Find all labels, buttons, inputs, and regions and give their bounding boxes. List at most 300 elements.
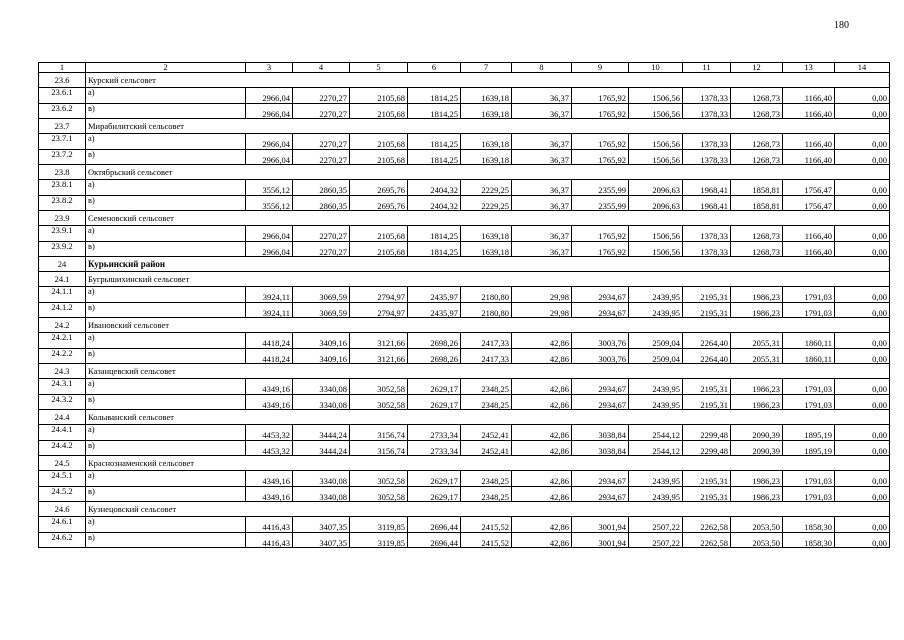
value-cell: 1506,56 [629, 226, 683, 242]
value-cell: 2439,95 [629, 471, 683, 487]
value-cell: 3119,85 [350, 517, 408, 533]
column-number-cell: 1 [39, 63, 86, 73]
row-label: в) [86, 440, 246, 456]
value-cell: 2696,44 [408, 517, 461, 533]
row-label: а) [86, 425, 246, 441]
table-row [39, 241, 890, 257]
value-cell: 1166,40 [783, 88, 835, 104]
value-cell: 3003,76 [572, 333, 629, 349]
value-cell: 3444,24 [293, 440, 350, 456]
value-cell: 2270,27 [293, 241, 350, 257]
row-code: 23.8.1 [39, 180, 86, 196]
group-row [39, 211, 890, 226]
value-cell: 1986,23 [731, 394, 783, 410]
value-cell: 1378,33 [683, 88, 731, 104]
value-cell: 0,00 [835, 486, 890, 502]
row-code: 23.8.2 [39, 195, 86, 211]
value-cell: 2105,68 [350, 103, 408, 119]
value-cell: 2229,25 [461, 180, 512, 196]
value-cell: 2195,31 [683, 302, 731, 318]
value-cell: 1986,23 [731, 287, 783, 303]
value-cell: 42,86 [512, 532, 572, 548]
value-cell: 2733,34 [408, 440, 461, 456]
value-cell: 3407,35 [293, 532, 350, 548]
value-cell: 4416,43 [246, 517, 293, 533]
value-cell: 1814,25 [408, 226, 461, 242]
value-cell: 2105,68 [350, 149, 408, 165]
value-cell: 2096,63 [629, 195, 683, 211]
value-cell: 1814,25 [408, 134, 461, 150]
value-cell: 1268,73 [731, 134, 783, 150]
row-code: 23.7.2 [39, 149, 86, 165]
value-cell: 3003,76 [572, 348, 629, 364]
value-cell: 1639,18 [461, 149, 512, 165]
value-cell: 2439,95 [629, 287, 683, 303]
table-row [39, 103, 890, 119]
value-cell: 1968,41 [683, 195, 731, 211]
value-cell: 42,86 [512, 394, 572, 410]
row-label: а) [86, 287, 246, 303]
table-row [39, 532, 890, 548]
value-cell: 3156,74 [350, 440, 408, 456]
row-label: а) [86, 379, 246, 395]
row-code: 24.4.2 [39, 440, 86, 456]
column-number-cell: 2 [86, 63, 246, 73]
value-cell: 2439,95 [629, 379, 683, 395]
value-cell: 1506,56 [629, 134, 683, 150]
value-cell: 1791,03 [783, 302, 835, 318]
value-cell: 1378,33 [683, 226, 731, 242]
group-code: 23.8 [39, 165, 86, 180]
value-cell: 1895,19 [783, 425, 835, 441]
value-cell: 4349,16 [246, 394, 293, 410]
value-cell: 0,00 [835, 149, 890, 165]
value-cell: 2733,34 [408, 425, 461, 441]
value-cell: 2544,12 [629, 440, 683, 456]
value-cell: 0,00 [835, 241, 890, 257]
value-cell: 1791,03 [783, 471, 835, 487]
value-cell: 0,00 [835, 394, 890, 410]
value-cell: 1986,23 [731, 486, 783, 502]
column-number-cell: 6 [408, 63, 461, 73]
group-code: 23.9 [39, 211, 86, 226]
column-number-cell: 14 [835, 63, 890, 73]
group-code: 24.6 [39, 502, 86, 517]
value-cell: 2299,48 [683, 425, 731, 441]
value-cell: 1858,30 [783, 532, 835, 548]
value-cell: 0,00 [835, 180, 890, 196]
value-cell: 42,86 [512, 333, 572, 349]
row-code: 23.9.1 [39, 226, 86, 242]
value-cell: 2096,63 [629, 180, 683, 196]
value-cell: 3052,58 [350, 471, 408, 487]
value-cell: 1765,92 [572, 241, 629, 257]
value-cell: 2698,26 [408, 348, 461, 364]
value-cell: 1378,33 [683, 149, 731, 165]
value-cell: 0,00 [835, 103, 890, 119]
page-number: 180 [834, 20, 849, 31]
value-cell: 4349,16 [246, 486, 293, 502]
value-cell: 4453,32 [246, 440, 293, 456]
row-label: в) [86, 302, 246, 318]
row-code: 24.2.2 [39, 348, 86, 364]
value-cell: 2299,48 [683, 440, 731, 456]
value-cell: 2794,97 [350, 302, 408, 318]
value-cell: 4418,24 [246, 333, 293, 349]
value-cell: 1814,25 [408, 103, 461, 119]
value-cell: 2507,22 [629, 532, 683, 548]
row-label: а) [86, 180, 246, 196]
value-cell: 2966,04 [246, 134, 293, 150]
value-cell: 0,00 [835, 440, 890, 456]
group-code: 24.4 [39, 410, 86, 425]
value-cell: 1814,25 [408, 149, 461, 165]
value-cell: 4349,16 [246, 471, 293, 487]
value-cell: 1858,30 [783, 517, 835, 533]
column-number-cell: 7 [461, 63, 512, 73]
value-cell: 2270,27 [293, 103, 350, 119]
value-cell: 2435,97 [408, 302, 461, 318]
row-code: 24.6.1 [39, 517, 86, 533]
value-cell: 0,00 [835, 379, 890, 395]
table-row [39, 88, 890, 104]
row-code: 24.3.1 [39, 379, 86, 395]
value-cell: 2695,76 [350, 195, 408, 211]
value-cell: 42,86 [512, 425, 572, 441]
value-cell: 1166,40 [783, 149, 835, 165]
table-row [39, 333, 890, 349]
value-cell: 2439,95 [629, 486, 683, 502]
column-number-cell: 5 [350, 63, 408, 73]
value-cell: 2270,27 [293, 226, 350, 242]
group-name: Кузнецовский сельсовет [86, 502, 890, 517]
value-cell: 3038,84 [572, 425, 629, 441]
group-name: Октябрьский сельсовет [86, 165, 890, 180]
row-code: 23.6.2 [39, 103, 86, 119]
value-cell: 2348,25 [461, 471, 512, 487]
value-cell: 1506,56 [629, 241, 683, 257]
value-cell: 3556,12 [246, 195, 293, 211]
value-cell: 3069,59 [293, 302, 350, 318]
value-cell: 2629,17 [408, 471, 461, 487]
value-cell: 1814,25 [408, 88, 461, 104]
value-cell: 1639,18 [461, 88, 512, 104]
value-cell: 2966,04 [246, 226, 293, 242]
value-cell: 1378,33 [683, 134, 731, 150]
value-cell: 1986,23 [731, 379, 783, 395]
value-cell: 2053,50 [731, 517, 783, 533]
value-cell: 42,86 [512, 486, 572, 502]
value-cell: 3556,12 [246, 180, 293, 196]
value-cell: 1268,73 [731, 226, 783, 242]
row-label: в) [86, 348, 246, 364]
value-cell: 3156,74 [350, 425, 408, 441]
value-cell: 2415,52 [461, 517, 512, 533]
table-row [39, 302, 890, 318]
value-cell: 1166,40 [783, 226, 835, 242]
value-cell: 2696,44 [408, 532, 461, 548]
value-cell: 2439,95 [629, 394, 683, 410]
value-cell: 2860,35 [293, 180, 350, 196]
value-cell: 1968,41 [683, 180, 731, 196]
value-cell: 42,86 [512, 440, 572, 456]
value-cell: 29,98 [512, 287, 572, 303]
value-cell: 1765,92 [572, 149, 629, 165]
value-cell: 4453,32 [246, 425, 293, 441]
value-cell: 1765,92 [572, 226, 629, 242]
value-cell: 2544,12 [629, 425, 683, 441]
value-cell: 2794,97 [350, 287, 408, 303]
value-cell: 29,98 [512, 302, 572, 318]
row-label: а) [86, 134, 246, 150]
value-cell: 2055,31 [731, 348, 783, 364]
value-cell: 2348,25 [461, 394, 512, 410]
value-cell: 2348,25 [461, 486, 512, 502]
value-cell: 2264,40 [683, 333, 731, 349]
value-cell: 2934,67 [572, 379, 629, 395]
value-cell: 2439,95 [629, 302, 683, 318]
value-cell: 2055,31 [731, 333, 783, 349]
table-row [39, 226, 890, 242]
group-name: Бугрышихинский сельсовет [86, 272, 890, 287]
value-cell: 2417,33 [461, 333, 512, 349]
group-code: 24.3 [39, 364, 86, 379]
value-cell: 36,37 [512, 226, 572, 242]
value-cell: 2435,97 [408, 287, 461, 303]
row-code: 24.5.2 [39, 486, 86, 502]
value-cell: 2262,58 [683, 517, 731, 533]
value-cell: 4349,16 [246, 379, 293, 395]
value-cell: 1166,40 [783, 103, 835, 119]
row-label: а) [86, 471, 246, 487]
value-cell: 2195,31 [683, 486, 731, 502]
value-cell: 3121,66 [350, 348, 408, 364]
value-cell: 42,86 [512, 517, 572, 533]
value-cell: 3340,08 [293, 486, 350, 502]
table-row [39, 440, 890, 456]
value-cell: 3052,58 [350, 394, 408, 410]
value-cell: 1166,40 [783, 241, 835, 257]
value-cell: 2966,04 [246, 103, 293, 119]
value-cell: 1791,03 [783, 394, 835, 410]
value-cell: 2270,27 [293, 134, 350, 150]
region-row [39, 257, 890, 272]
group-name: Мирабилитский сельсовет [86, 119, 890, 134]
value-cell: 2452,41 [461, 425, 512, 441]
table-row [39, 379, 890, 395]
column-number-cell: 9 [572, 63, 629, 73]
value-cell: 2195,31 [683, 471, 731, 487]
value-cell: 2105,68 [350, 226, 408, 242]
row-code: 24.3.2 [39, 394, 86, 410]
table-row [39, 287, 890, 303]
value-cell: 2105,68 [350, 134, 408, 150]
group-row [39, 73, 890, 88]
value-cell: 1765,92 [572, 103, 629, 119]
table-row [39, 517, 890, 533]
value-cell: 2195,31 [683, 394, 731, 410]
table-row [39, 149, 890, 165]
row-code: 24.1.2 [39, 302, 86, 318]
value-cell: 2355,99 [572, 180, 629, 196]
region-name: Курьинский район [86, 257, 890, 272]
value-cell: 3121,66 [350, 333, 408, 349]
value-cell: 3052,58 [350, 486, 408, 502]
table-row [39, 348, 890, 364]
value-cell: 3409,16 [293, 348, 350, 364]
value-cell: 3038,84 [572, 440, 629, 456]
value-cell: 0,00 [835, 425, 890, 441]
row-label: в) [86, 195, 246, 211]
row-label: в) [86, 149, 246, 165]
group-code: 24.5 [39, 456, 86, 471]
value-cell: 1378,33 [683, 241, 731, 257]
value-cell: 2966,04 [246, 88, 293, 104]
value-cell: 2090,39 [731, 440, 783, 456]
value-cell: 36,37 [512, 195, 572, 211]
value-cell: 2270,27 [293, 88, 350, 104]
value-cell: 2355,99 [572, 195, 629, 211]
value-cell: 2629,17 [408, 486, 461, 502]
row-code: 23.7.1 [39, 134, 86, 150]
value-cell: 3924,11 [246, 302, 293, 318]
row-label: в) [86, 394, 246, 410]
group-name: Семеновский сельсовет [86, 211, 890, 226]
value-cell: 3444,24 [293, 425, 350, 441]
value-cell: 0,00 [835, 195, 890, 211]
value-cell: 2262,58 [683, 532, 731, 548]
table-row [39, 486, 890, 502]
value-cell: 2180,80 [461, 302, 512, 318]
column-number-cell: 13 [783, 63, 835, 73]
value-cell: 1506,56 [629, 103, 683, 119]
value-cell: 36,37 [512, 134, 572, 150]
row-code: 24.2.1 [39, 333, 86, 349]
value-cell: 2860,35 [293, 195, 350, 211]
value-cell: 3052,58 [350, 379, 408, 395]
value-cell: 1791,03 [783, 287, 835, 303]
group-row [39, 456, 890, 471]
value-cell: 2934,67 [572, 394, 629, 410]
group-row [39, 410, 890, 425]
group-code: 24.1 [39, 272, 86, 287]
row-code: 23.6.1 [39, 88, 86, 104]
value-cell: 3001,94 [572, 517, 629, 533]
value-cell: 0,00 [835, 302, 890, 318]
value-cell: 42,86 [512, 348, 572, 364]
group-code: 23.7 [39, 119, 86, 134]
value-cell: 0,00 [835, 532, 890, 548]
value-cell: 2180,80 [461, 287, 512, 303]
group-name: Курский сельсовет [86, 73, 890, 88]
value-cell: 1858,81 [731, 195, 783, 211]
value-cell: 3340,08 [293, 394, 350, 410]
row-label: в) [86, 532, 246, 548]
group-row [39, 272, 890, 287]
group-name: Колыванский сельсовет [86, 410, 890, 425]
value-cell: 1986,23 [731, 302, 783, 318]
group-code: 23.6 [39, 73, 86, 88]
value-cell: 3340,08 [293, 471, 350, 487]
value-cell: 2053,50 [731, 532, 783, 548]
group-code: 24.2 [39, 318, 86, 333]
row-label: в) [86, 486, 246, 502]
value-cell: 2264,40 [683, 348, 731, 364]
value-cell: 3119,85 [350, 532, 408, 548]
value-cell: 1860,11 [783, 348, 835, 364]
value-cell: 1858,81 [731, 180, 783, 196]
value-cell: 1639,18 [461, 241, 512, 257]
value-cell: 1791,03 [783, 379, 835, 395]
value-cell: 36,37 [512, 180, 572, 196]
value-cell: 1765,92 [572, 134, 629, 150]
value-cell: 2509,04 [629, 333, 683, 349]
value-cell: 2452,41 [461, 440, 512, 456]
group-row [39, 364, 890, 379]
value-cell: 3407,35 [293, 517, 350, 533]
value-cell: 36,37 [512, 149, 572, 165]
group-row [39, 119, 890, 134]
value-cell: 2348,25 [461, 379, 512, 395]
value-cell: 3924,11 [246, 287, 293, 303]
value-cell: 2629,17 [408, 379, 461, 395]
column-number-cell: 3 [246, 63, 293, 73]
value-cell: 42,86 [512, 379, 572, 395]
value-cell: 3340,08 [293, 379, 350, 395]
group-row [39, 318, 890, 333]
value-cell: 2105,68 [350, 88, 408, 104]
value-cell: 0,00 [835, 226, 890, 242]
value-cell: 0,00 [835, 348, 890, 364]
group-name: Казанцевский сельсовет [86, 364, 890, 379]
value-cell: 2509,04 [629, 348, 683, 364]
value-cell: 1268,73 [731, 149, 783, 165]
row-code: 23.9.2 [39, 241, 86, 257]
group-row [39, 502, 890, 517]
value-cell: 1765,92 [572, 88, 629, 104]
value-cell: 1756,47 [783, 195, 835, 211]
row-code: 24.5.1 [39, 471, 86, 487]
value-cell: 0,00 [835, 88, 890, 104]
value-cell: 1166,40 [783, 134, 835, 150]
value-cell: 0,00 [835, 517, 890, 533]
column-number-cell: 12 [731, 63, 783, 73]
value-cell: 2195,31 [683, 379, 731, 395]
value-cell: 1506,56 [629, 88, 683, 104]
row-label: в) [86, 241, 246, 257]
column-number-cell: 11 [683, 63, 731, 73]
value-cell: 0,00 [835, 333, 890, 349]
value-cell: 2695,76 [350, 180, 408, 196]
value-cell: 42,86 [512, 471, 572, 487]
column-number-cell: 8 [512, 63, 572, 73]
row-label: а) [86, 333, 246, 349]
table-row [39, 195, 890, 211]
value-cell: 2966,04 [246, 149, 293, 165]
group-code: 24 [39, 257, 86, 272]
value-cell: 2229,25 [461, 195, 512, 211]
value-cell: 2507,22 [629, 517, 683, 533]
row-code: 24.4.1 [39, 425, 86, 441]
value-cell: 2090,39 [731, 425, 783, 441]
value-cell: 3069,59 [293, 287, 350, 303]
value-cell: 1791,03 [783, 486, 835, 502]
table-row [39, 425, 890, 441]
group-name: Краснознаменский сельсовет [86, 456, 890, 471]
row-code: 24.6.2 [39, 532, 86, 548]
column-number-cell: 10 [629, 63, 683, 73]
row-code: 24.1.1 [39, 287, 86, 303]
